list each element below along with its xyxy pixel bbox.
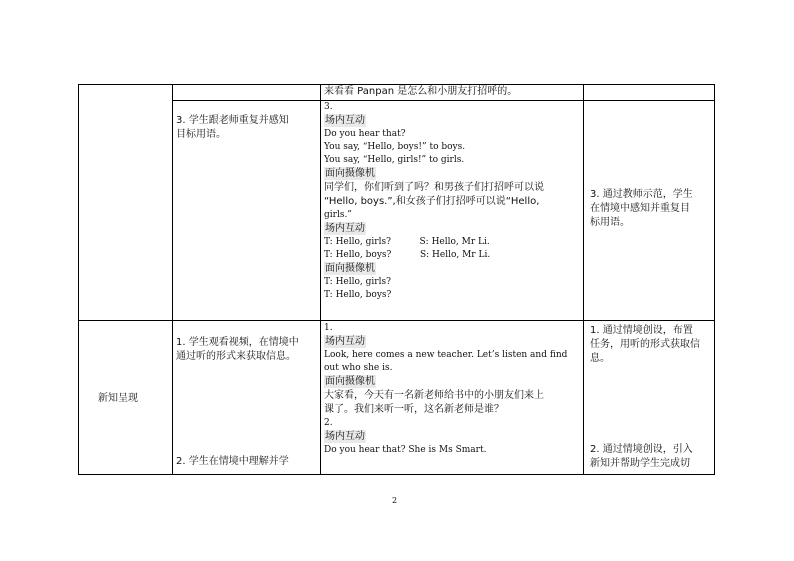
step-number: 3.	[324, 102, 333, 112]
script-line: 课了。我们来听一听，这名新老师是谁？	[324, 404, 504, 415]
row2-student-line: 1. 学生观看视频，在情境中	[176, 337, 299, 348]
script-line: out who she is.	[324, 363, 393, 373]
script-line: Do you hear that?	[324, 129, 406, 139]
in-studio-interaction-tag: 场内互动	[325, 223, 365, 234]
dialog-line: T: Hello, girls?	[324, 277, 391, 287]
row2-teacher-script	[324, 322, 582, 457]
col-border-right	[714, 84, 715, 475]
intent-line: 息。	[590, 353, 610, 364]
script-line: Do you hear that? She is Ms Smart.	[324, 445, 487, 455]
row2-student-activity-2	[176, 455, 320, 469]
col-border-left	[78, 84, 79, 475]
intent-line: 2. 通过情境创设，引入	[590, 444, 693, 455]
intent-line: 新知并帮助学生完成切	[590, 458, 690, 469]
in-studio-interaction-tag: 场内互动	[325, 431, 365, 442]
row1-student-activity	[176, 114, 316, 142]
row1-teacher-script	[324, 101, 582, 302]
in-studio-interaction-tag: 场内互动	[325, 115, 365, 126]
intent-line: 3. 通过教师示范，学生	[590, 189, 693, 200]
row2-student-line: 通过听的形式来获取信息。	[176, 351, 296, 362]
script-line: Look, here comes a new teacher. Let’s listen and find	[324, 350, 568, 360]
col-border-2	[172, 84, 173, 475]
face-camera-tag: 面向摄像机	[325, 263, 375, 274]
script-line: You say, “Hello, boys!” to boys.	[324, 142, 466, 152]
script-line: 同学们，你们听到了吗？和男孩子们打招呼可以说	[324, 182, 544, 193]
page-number: 2	[392, 496, 398, 505]
table-bottom-border	[78, 474, 714, 475]
script-line: 大家看，今天有一名新老师给书中的小朋友们来上	[324, 390, 544, 401]
row2-stage-label	[98, 392, 170, 406]
step-number: 2.	[324, 418, 333, 428]
row0-script-text	[324, 85, 582, 99]
intent-line: 1. 通过情境创设，布置	[590, 325, 693, 336]
row2-design-intent-2	[590, 443, 712, 471]
row1-student-line: 目标用语。	[176, 129, 226, 140]
intent-line: 标用语。	[590, 217, 630, 228]
in-studio-interaction-tag: 场内互动	[325, 336, 365, 347]
row2-design-intent-1	[590, 324, 712, 366]
script-line: “Hello, boys.”,和女孩子们打招呼可以说“Hello,	[324, 196, 540, 207]
dialog-line: T: Hello, boys?	[324, 290, 392, 300]
col-border-3	[320, 84, 321, 475]
intent-line: 在情境中感知并重复目	[590, 203, 690, 214]
row1-student-line: 3. 学生跟老师重复并感知	[176, 115, 289, 126]
col-border-4	[583, 84, 584, 475]
script-line: You say, “Hello, girls!” to girls.	[324, 155, 465, 165]
stage-name: 新知呈现	[98, 393, 138, 404]
step-number: 1.	[324, 323, 333, 333]
row2-student-activity-1	[176, 336, 320, 364]
row0-script-line: 来看看 Panpan 是怎么和小朋友打招呼的。	[324, 86, 518, 97]
dialog-line: T: Hello, girls? S: Hello, Mr Li.	[324, 237, 490, 247]
row1-design-intent	[590, 188, 712, 230]
face-camera-tag: 面向摄像机	[325, 168, 375, 179]
intent-line: 任务，用听的形式获取信	[590, 339, 700, 350]
row-divider-2	[78, 320, 714, 321]
row2-student-line: 2. 学生在情境中理解并学	[176, 456, 289, 467]
dialog-line: T: Hello, boys? S: Hello, Mr Li.	[324, 250, 491, 260]
script-line: girls.”	[324, 210, 352, 220]
face-camera-tag: 面向摄像机	[325, 376, 375, 387]
